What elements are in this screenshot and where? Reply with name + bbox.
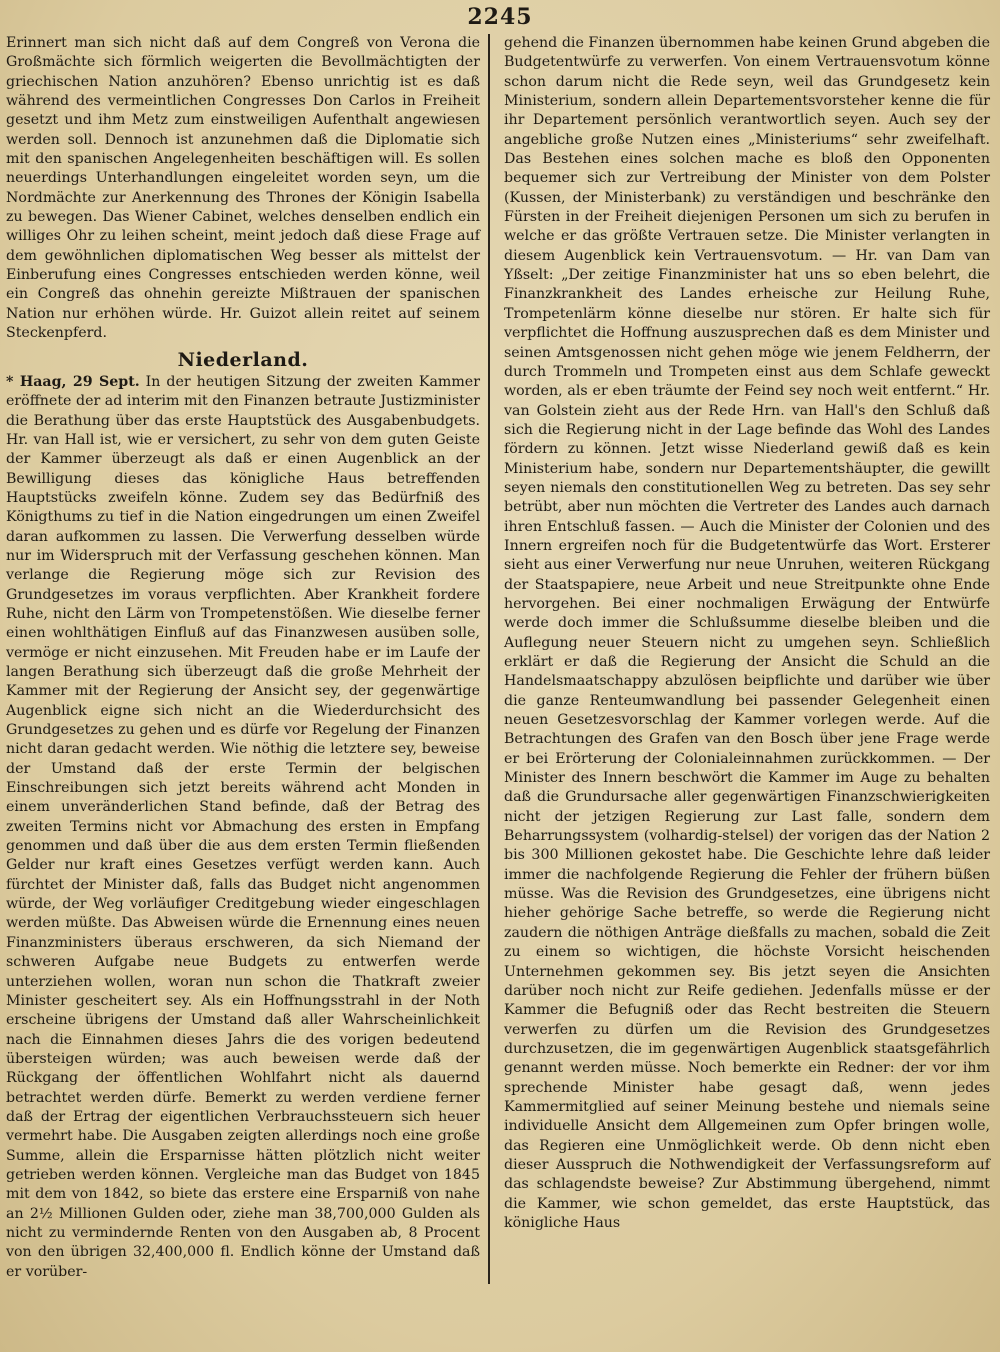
- dateline: * Haag, 29 Sept.: [6, 373, 140, 390]
- page-number: 2245: [467, 4, 533, 30]
- article-paragraph-haag: [6, 373, 480, 1282]
- article-body-haag: In der heutigen Sitzung der zweiten Kammer eröffnete der ad interim mit den Finanzen betraute Justizminister die Berathung über das erste Hauptstück des Ausgabenbudgets. Hr. van Hall ist, wie er versichert, zu sehr von dem guten Geiste der Kammer überzeugt als daß er einen Augenblick an der Bewilligung dieses das königliche Haus betreffenden Hauptstücks zweifeln könne. Zudem sey das Bedürfniß des Königthums zu tief in die Nation eingedrungen um einen Zweifel daran aufkommen zu lassen. Die Verwerfung desselben würde nur im Widerspruch mit der Verfassung geschehen können. Man verlange die Regierung möge sich zur Revision des Grundgesetzes im voraus verpflichten. Aber Krankheit fordere Ruhe, nicht den Lärm von Trompetenstößen. Wie dieselbe ferner einen wohlthätigen Einfluß auf das Finanzwesen ausüben solle, vermöge er nicht einzusehen. Mit Freuden habe er im Laufe der langen Berathung sich überzeugt daß die große Mehrheit der Kammer mit der Regierung der Ansicht sey, der gegenwärtige Augenblick eigne sich nicht an die Wiederdurchsicht des Grundgesetzes zu gehen und es dürfe vor Regelung der Finanzen nicht daran gedacht werden. Wie nöthig die letztere sey, beweise der Umstand daß der erste Termin der belgischen Einschreibungen sich jetzt bereits während acht Monden in einem unveränderlichen Stand befinde, daß der Betrag des zweiten Termins nicht vor Abmachung des ersten in Empfang genommen und daß über die aus dem ersten Termin fließenden Gelder nur kraft eines Gesetzes verfügt werden kann. Auch fürchtet der Minister daß, falls das Budget nicht angenommen würde, der Weg vorläufiger Creditgebung wieder eingeschlagen werden müßte. Das Abweisen würde die Ernennung eines neuen Finanzministers überaus erschweren, da sich Niemand der schweren Aufgabe neue Budgets zu entwerfen werde unterziehen wollen, woran nun schon die Thatkraft zweier Minister gescheitert sey. Als ein Hoffnungsstrahl in der Noth erscheine übrigens der Umstand daß aller Wahrscheinlichkeit nach die Einnahmen dieses Jahrs die des vorigen bedeutend übersteigen würden; was auch beweisen werde daß der Rückgang der öffentlichen Wohlfahrt nicht als dauernd betrachtet werden dürfe. Bemerkt zu werden verdiene ferner daß der Ertrag der eigentlichen Verbrauchssteuern sich heuer vermehrt habe. Die Ausgaben zeigten allerdings noch eine große Summe, allein die Ersparnisse hätten plötzlich nicht weiter getrieben werden können. Vergleiche man das Budget von 1845 mit dem von 1842, so biete das erstere eine Ersparniß von nahe an 2½ Millionen Gulden oder, ziehe man 38,700,000 Gulden als nicht zu vermindernde Renten von den Ausgaben ab, 8 Procent von den übrigen 32,400,000 fl. Endlich könne der Umstand daß er vorüber-: [6, 373, 480, 1280]
- article-paragraph-continued: gehend die Finanzen übernommen habe keinen Grund abgeben die Budgetentwürfe zu verwerfen. Von einem Vertrauensvotum könne schon darum nicht die Rede seyn, weil das Grundgesetz kein Ministerium, sondern allein Departementsvorsteher kenne die für ihr Departement persönlich verantwortlich seyen. Auch sey der angebliche große Nutzen eines „Ministeriums“ sehr zweifelhaft. Das Bestehen eines solchen mache es bloß den Opponenten bequemer sich zur Vertreibung der Minister von dem Polster (Kussen, der Ministerbank) zu verständigen und beschränke den Fürsten in der Freiheit diejenigen Personen um sich zu berufen in welche er das größte Vertrauen setze. Die Minister verlangten in diesem Augenblick kein Vertrauensvotum. — Hr. van Dam van Yßselt: „Der zeitige Finanzminister hat uns so eben belehrt, die Finanzkrankheit des Landes erheische zur Heilung Ruhe, Trompetenlärm könne dieselbe nur stören. Er halte sich für verpflichtet die Hoffnung auszusprechen daß es dem Minister und seinen Amtsgenossen nicht gehen möge wie jenem Feldherrn, der durch Trommeln und Trompeten einst aus dem Schlafe geweckt worden, als er eben träumte der Feind sey noch weit entfernt.“ Hr. van Golstein zieht aus der Rede Hrn. van Hall's den Schluß daß sich die Regierung nicht in der Lage befinde das Wohl des Landes fördern zu können. Jetzt wisse Niederland gewiß daß es kein Ministerium habe, sondern nur Departementshäupter, die gewillt seyen niemals den constitutionellen Weg zu betreten. Das sey sehr betrübt, aber nun möchten die Vertreter des Landes auch darnach ihren Entschluß fassen. — Auch die Minister der Colonien und des Innern ergreifen noch für die Budgetentwürfe das Wort. Ersterer sieht aus einer Verwerfung nur neue Unruhen, weiteren Rückgang der Staatspapiere, neue Arbeit und neue Streitpunkte ohne Ende hervorgehen. Bei einer nochmaligen Erwägung der Entwürfe werde doch immer die Schlußsumme dieselbe bleiben und die Auflegung neuer Steuern nicht zu umgehen seyn. Schließlich erklärt er daß die Regierung der Ansicht die Schuld an die Handelsmaatschappy abzulösen beipflichte und darüber wie über die ganze Renteumwandlung bei passender Gelegenheit einen neuen Gesetzesvorschlag der Kammer vorlegen werde. Auf die Betrachtungen des Grafen van den Bosch über jene Frage werde er bei Erörterung der Colonialeinnahmen zurückkommen. — Der Minister des Innern beschwört die Kammer im Auge zu behalten daß die Grundursache aller gegenwärtigen Finanzschwierigkeiten nicht der jetzigen Regierung zur Last falle, sondern dem Beharrungssystem (volhardig-stelsel) der vorigen das der Nation 2 bis 300 Millionen gekostet habe. Die Geschichte lehre daß leider immer die nachfolgende Regierung die Fehler der frühern büßen müsse. Was die Revision des Grundgesetzes, eine übrigens nicht hieher gehörige Sache betreffe, so werde die Regierung nicht zaudern die nöthigen Anträge dießfalls zu machen, sobald die Zeit zu einem so wichtigen, die höchste Vorsicht heischenden Unternehmen gekommen sey. Bis jetzt seyen die Ansichten darüber noch nicht zur Reife gediehen. Jedenfalls müsse er der Kammer die Befugniß oder das Recht bestreiten die Steuern verwerfen zu dürfen um die Revision des Grundgesetzes durchzusetzen, die im gegenwärtigen Augenblick staatsgefährlich genannt werden müsse. Noch bemerkte ein Redner: der vor ihm sprechende Minister habe gesagt daß, wenn jedes Kammermitglied auf seiner Meinung bestehe und niemals seine individuelle Ansicht dem Allgemeinen zum Opfer bringen wolle, das Regieren eine Unmöglichkeit werde. Ob denn nicht eben dieser Ausspruch die Nothwendigkeit der Verfassungsreform auf das schlagendste beweise? Zur Abstimmung übergehend, nimmt die Kammer, wie schon gemeldet, das erste Hauptstück, das königliche Haus: [504, 35, 990, 1231]
- article-paragraph-verona: Erinnert man sich nicht daß auf dem Congreß von Verona die Großmächte sich förmlich weigerten die Bevollmächtigten der griechischen Nation anzuhören? Ebenso unrichtig ist es daß während des vermeintlichen Congresses Don Carlos in Freiheit gesetzt und ihm Metz zum einstweiligen Aufenthalt angewiesen werden soll. Dennoch ist anzunehmen daß die Diplomatie sich mit den spanischen Angelegenheiten beschäftigen will. Es sollen neuerdings Unterhandlungen eingeleitet worden seyn, um die Nordmächte zur Anerkennung des Thrones der Königin Isabella zu bewegen. Das Wiener Cabinet, welches denselben endlich ein williges Ohr zu leihen scheint, meint jedoch daß diese Frage auf dem gewöhnlichen diplomatischen Weg besser als mittelst der Einberufung eines Congresses entschieden werden könne, weil ein Congreß das ohnehin gereizte Mißtrauen der spanischen Nation nur erhöhen würde. Hr. Guizot allein reitet auf seinem Steckenpferd.: [6, 35, 480, 342]
- column-divider: [488, 34, 490, 1284]
- section-heading-niederland: Niederland.: [177, 348, 309, 371]
- left-column: [6, 34, 480, 1282]
- right-column: [504, 34, 990, 1233]
